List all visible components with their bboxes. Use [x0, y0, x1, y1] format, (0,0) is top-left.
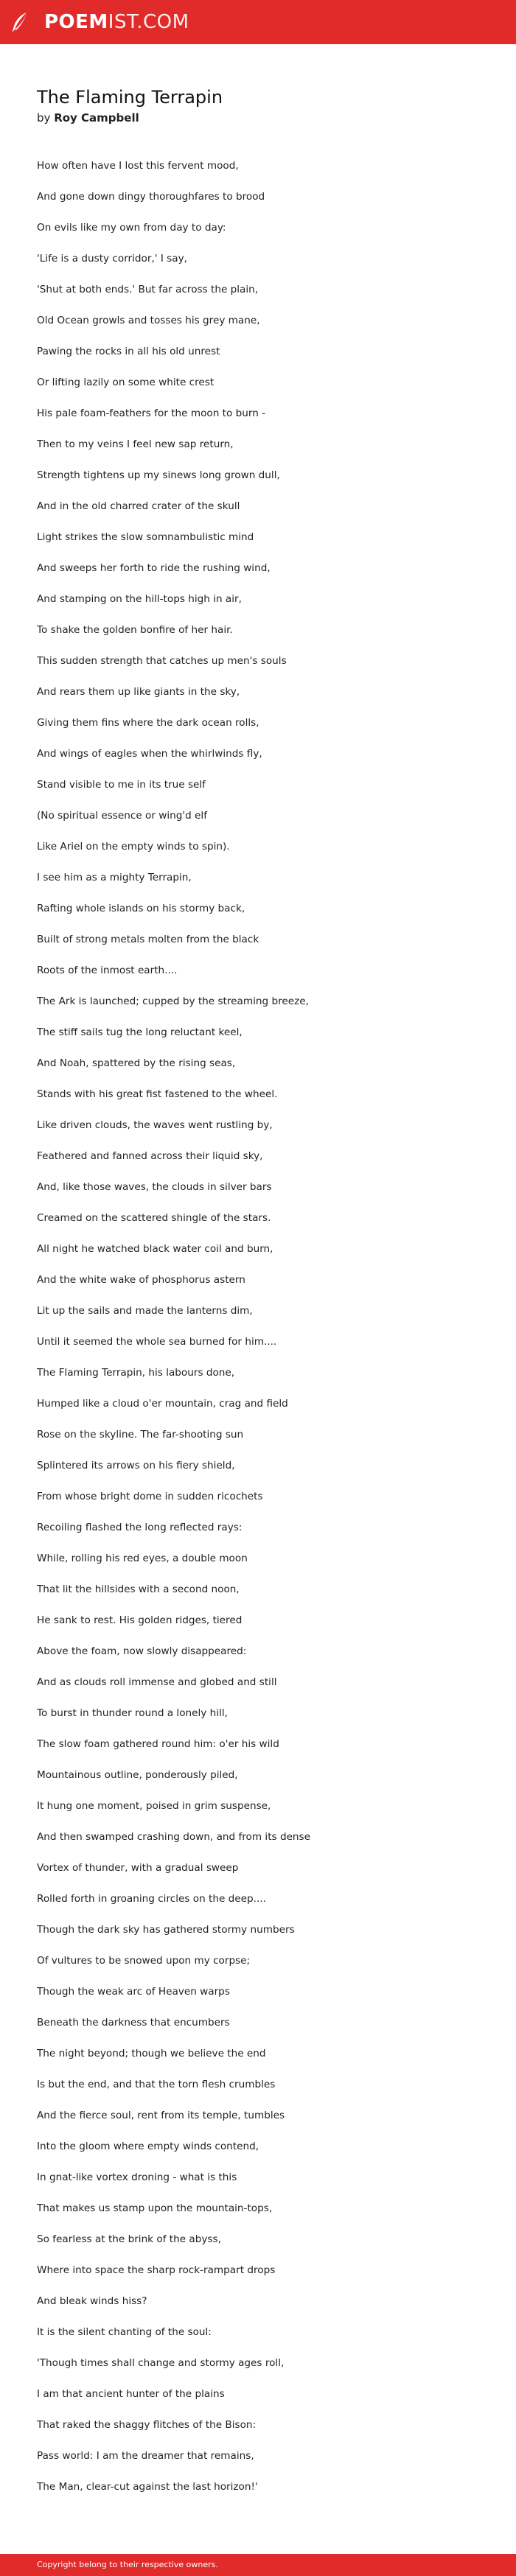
poem-body — [37, 159, 479, 2511]
poem-line: Into the gloom where empty winds contend, — [37, 2141, 259, 2152]
poem-line: And bleak winds hiss? — [37, 2295, 147, 2307]
poem-line: I see him as a mighty Terrapin, — [37, 872, 192, 883]
poem-line: That lit the hillsides with a second noon, — [37, 1583, 240, 1595]
poem-line: Like Ariel on the empty winds to spin). — [37, 841, 230, 853]
poem-line: Mountainous outline, ponderously piled, — [37, 1769, 238, 1781]
poem-line: How often have I lost this fervent mood, — [37, 160, 239, 172]
poem-line: Rolled forth in groaning circles on the deep.... — [37, 1893, 266, 1905]
poem-line: Is but the end, and that the torn flesh crumbles — [37, 2079, 276, 2090]
poem-line: That raked the shaggy flitches of the Bison: — [37, 2419, 257, 2431]
poem-line: Roots of the inmost earth.... — [37, 965, 178, 976]
poem-line: Then to my veins I feel new sap return, — [37, 438, 234, 450]
logo-text-strong: POEM — [44, 11, 108, 33]
poem-header — [37, 85, 479, 125]
poem-line: And the white wake of phosphorus astern — [37, 1274, 245, 1286]
poem-line: Above the foam, now slowly disappeared: — [37, 1645, 247, 1657]
poem-line: And sweeps her forth to ride the rushing wind, — [37, 562, 271, 574]
poem-line: Or lifting lazily on some white crest — [37, 377, 215, 388]
poem-line: I am that ancient hunter of the plains — [37, 2388, 225, 2400]
poem-line: And as clouds roll immense and globed and still — [37, 1676, 277, 1688]
poem-line: (No spiritual essence or wing'd elf — [37, 810, 207, 822]
poem-line: 'Shut at both ends.' But far across the plain, — [37, 284, 259, 295]
poem-line: And the fierce soul, rent from its temple, tumbles — [37, 2110, 285, 2121]
poem-line: Pass world: I am the dreamer that remains, — [37, 2450, 254, 2462]
poem-line: Like driven clouds, the waves went rustling by, — [37, 1119, 273, 1131]
poem-line: To shake the golden bonfire of her hair. — [37, 624, 233, 636]
poem-line: Though the weak arc of Heaven warps — [37, 1986, 230, 1998]
site-footer — [0, 2554, 516, 2576]
poem-line: The night beyond; though we believe the end — [37, 2048, 266, 2059]
poem-line: Recoiling flashed the long reflected rays: — [37, 1522, 243, 1533]
poem-line: From whose bright dome in sudden ricochets — [37, 1491, 263, 1502]
poem-line: Of vultures to be snowed upon my corpse; — [37, 1955, 251, 1967]
poem-line: And, like those waves, the clouds in silver bars — [37, 1181, 272, 1193]
poem-line: All night he watched black water coil and burn, — [37, 1243, 273, 1255]
poem-line: The stiff sails tug the long reluctant keel, — [37, 1026, 243, 1038]
poem-line: Stand visible to me in its true self — [37, 779, 206, 791]
poem-line: This sudden strength that catches up men's souls — [37, 655, 287, 667]
byline-prefix: by — [37, 111, 51, 125]
poem-line: 'Life is a dusty corridor,' I say, — [37, 253, 187, 265]
poem-line: Stands with his great fist fastened to the wheel. — [37, 1088, 278, 1100]
poem-line: And Noah, spattered by the rising seas, — [37, 1057, 236, 1069]
poem-line: Though the dark sky has gathered stormy numbers — [37, 1924, 295, 1936]
poem-line: So fearless at the brink of the abyss, — [37, 2233, 221, 2245]
logo-text-light: IST.COM — [108, 11, 189, 33]
site-header — [0, 0, 516, 44]
poem-line: 'Though times shall change and stormy ages roll, — [37, 2357, 285, 2369]
poem-line: Strength tightens up my sinews long grown dull, — [37, 469, 280, 481]
poem-line: And in the old charred crater of the skull — [37, 500, 240, 512]
poem-line: Giving them fins where the dark ocean rolls, — [37, 717, 259, 729]
poem-line: Old Ocean growls and tosses his grey mane, — [37, 315, 260, 326]
poem-line: Vortex of thunder, with a gradual sweep — [37, 1862, 239, 1874]
poem-line: His pale foam-feathers for the moon to burn - — [37, 407, 266, 419]
poem-line: To burst in thunder round a lonely hill, — [37, 1707, 228, 1719]
poem-author: Roy Campbell — [54, 111, 139, 125]
poem-line: Until it seemed the whole sea burned for him.... — [37, 1336, 277, 1348]
poem-line: Light strikes the slow somnambulistic mind — [37, 531, 254, 543]
poem-line: Where into space the sharp rock-rampart drops — [37, 2264, 276, 2276]
site-logo-link[interactable] — [44, 10, 189, 35]
poem-line: The Ark is launched; cupped by the streaming breeze, — [37, 995, 309, 1007]
poem-line: While, rolling his red eyes, a double moon — [37, 1553, 248, 1564]
poem-line: Pawing the rocks in all his old unrest — [37, 346, 220, 357]
copyright-notice: Copyright belong to their respective owners. — [37, 2560, 218, 2569]
poem-line: And wings of eagles when the whirlwinds fly, — [37, 748, 262, 760]
poem-line: And gone down dingy thoroughfares to brood — [37, 191, 265, 203]
poem-line: Rafting whole islands on his stormy back, — [37, 903, 245, 914]
poem-line: Rose on the skyline. The far-shooting sun — [37, 1429, 244, 1441]
poem-line: Feathered and fanned across their liquid sky, — [37, 1150, 263, 1162]
quill-logo-icon[interactable] — [9, 11, 31, 33]
poem-line: Beneath the darkness that encumbers — [37, 2017, 230, 2029]
poem-line: The slow foam gathered round him: o'er his wild — [37, 1738, 279, 1750]
poem-title: The Flaming Terrapin — [37, 87, 223, 108]
poem-line: The Flaming Terrapin, his labours done, — [37, 1367, 235, 1379]
poem-line: In gnat-like vortex droning - what is this — [37, 2171, 237, 2183]
poem-line: He sank to rest. His golden ridges, tiered — [37, 1614, 243, 1626]
poem-line: Splintered its arrows on his fiery shield, — [37, 1460, 235, 1471]
poem-line: It is the silent chanting of the soul: — [37, 2326, 212, 2338]
poem-line: And rears them up like giants in the sky, — [37, 686, 240, 698]
poem-line: That makes us stamp upon the mountain-tops, — [37, 2202, 273, 2214]
poem-line: And then swamped crashing down, and from its dense — [37, 1831, 310, 1843]
poem-line: The Man, clear-cut against the last horizon!' — [37, 2481, 258, 2493]
poem-line: And stamping on the hill-tops high in air, — [37, 593, 242, 605]
poem-line: It hung one moment, poised in grim suspense, — [37, 1800, 271, 1812]
poem-line: Humped like a cloud o'er mountain, crag and field — [37, 1398, 288, 1410]
poem-line: Built of strong metals molten from the black — [37, 934, 259, 945]
poem-line: On evils like my own from day to day: — [37, 222, 226, 234]
poem-byline — [37, 111, 479, 125]
poem-line: Lit up the sails and made the lanterns dim, — [37, 1305, 253, 1317]
poem-line: Creamed on the scattered shingle of the stars. — [37, 1212, 271, 1224]
